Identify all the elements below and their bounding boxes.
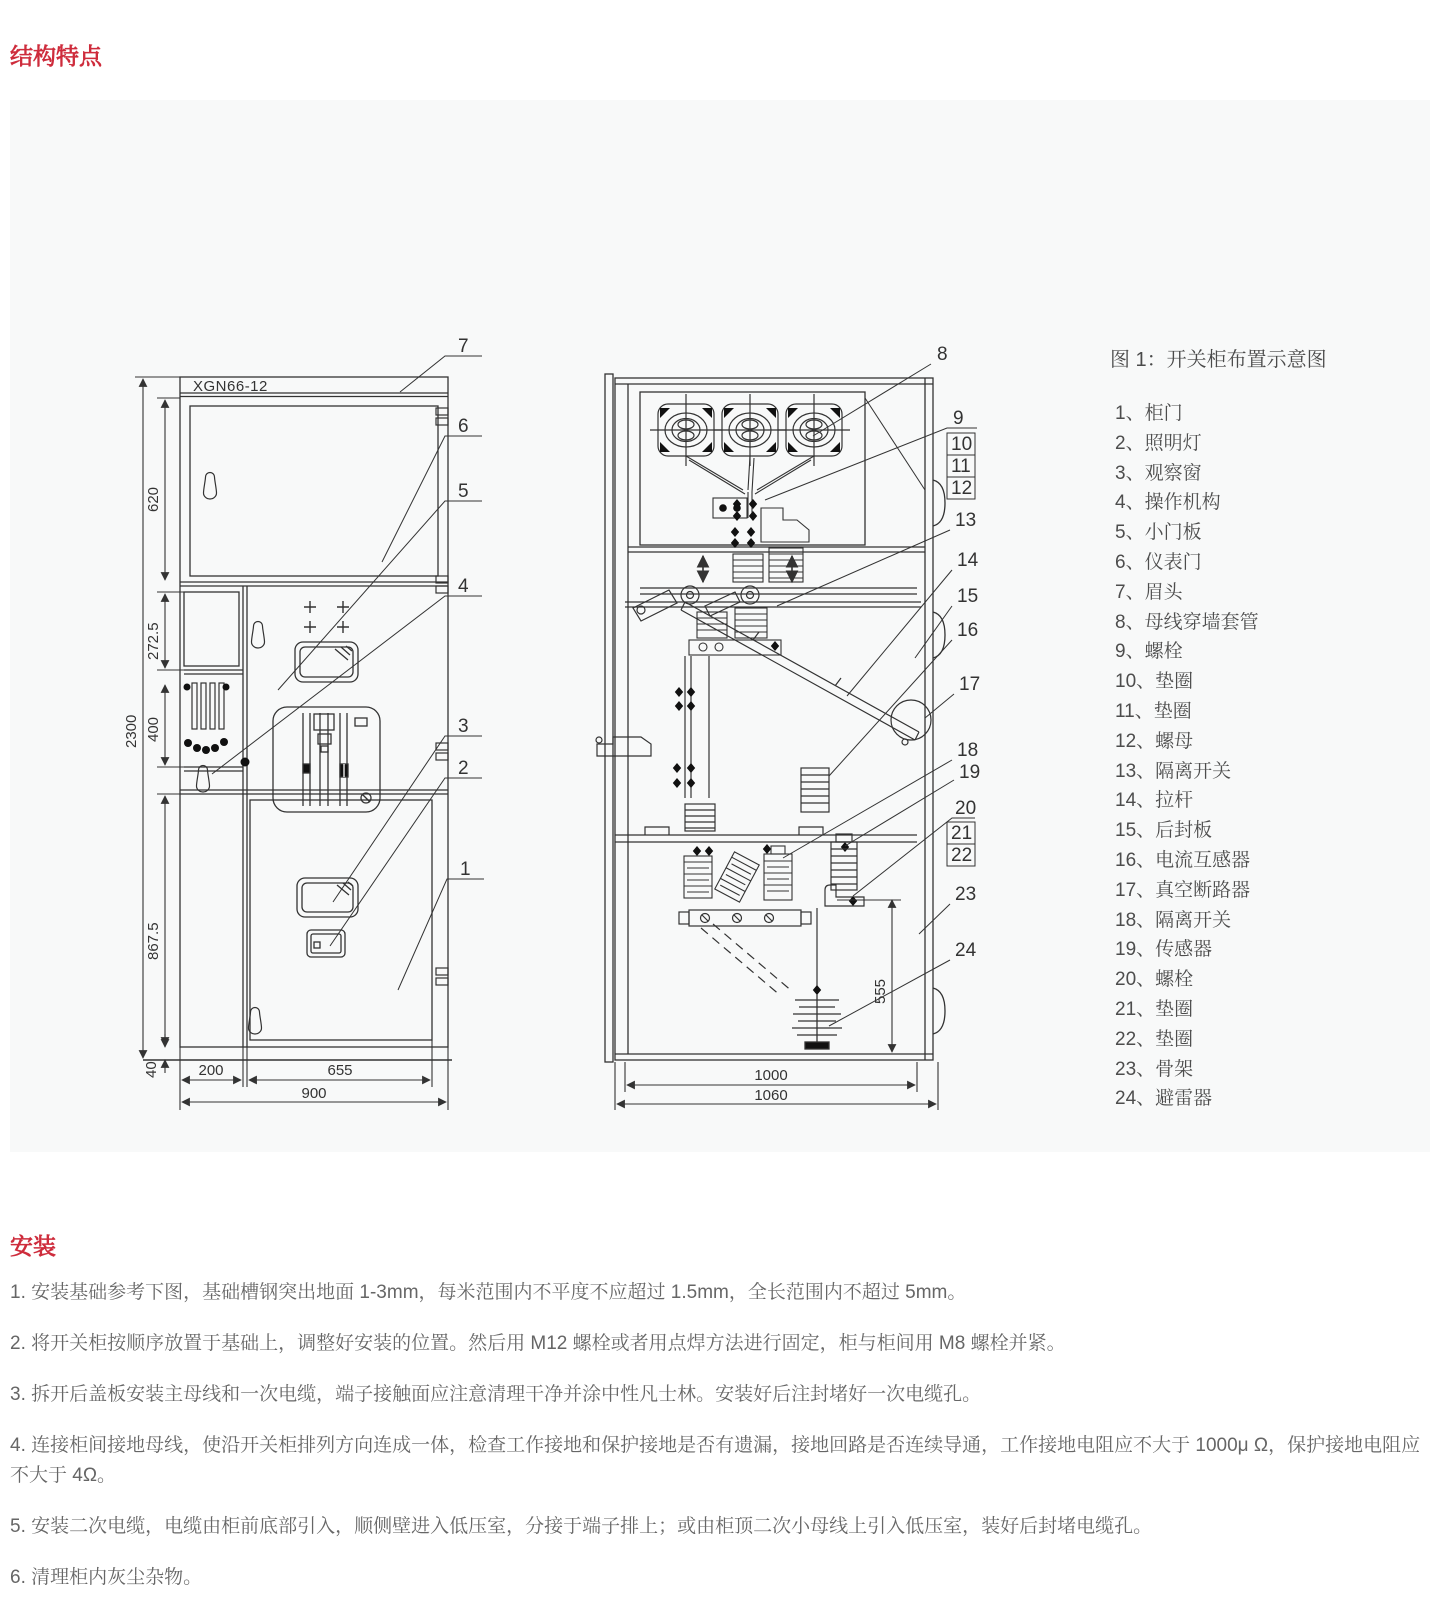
indicator-dots xyxy=(184,684,250,767)
callout-4: 4 xyxy=(458,576,469,597)
legend-item: 24、避雷器 xyxy=(1115,1088,1213,1110)
dim-655: 655 xyxy=(327,1062,353,1079)
current-transformer xyxy=(801,768,829,812)
callout-12: 12 xyxy=(951,478,973,499)
callout-17: 17 xyxy=(959,674,981,695)
install-step: 5. 安装二次电缆，电缆由柜前底部引入，顺侧壁进入低压室，分接于端子排上；或由柜顶二次小母线上引入低压室，装好后封堵电缆孔。 xyxy=(10,1516,1153,1537)
legend-item: 14、拉杆 xyxy=(1115,790,1194,812)
arrester xyxy=(792,985,842,1049)
dim-272-5: 272.5 xyxy=(145,622,162,660)
box-dots xyxy=(719,504,741,512)
dim-40: 40 xyxy=(143,1061,160,1078)
legend-item: 10、垫圈 xyxy=(1115,671,1194,693)
observation-window-lower xyxy=(297,878,358,917)
figure-legend-title: 图 1：开关柜布置示意图 xyxy=(1110,349,1327,371)
callout-22: 22 xyxy=(951,845,973,866)
figure-legend-list xyxy=(1110,399,1430,1114)
callout-24: 24 xyxy=(955,940,977,961)
left-channel xyxy=(596,656,715,831)
callout-3: 3 xyxy=(458,716,469,737)
legend-item: 21、垫圈 xyxy=(1115,998,1194,1020)
dim-555: 555 xyxy=(872,978,889,1004)
callout-6: 6 xyxy=(458,416,469,437)
side-callout-labels xyxy=(937,344,980,961)
figure-panel xyxy=(10,100,1430,1152)
callout-19: 19 xyxy=(959,762,981,783)
callout-16: 16 xyxy=(957,620,979,641)
legend-item: 19、传感器 xyxy=(1115,939,1213,961)
legend-item: 22、垫圈 xyxy=(1115,1028,1194,1050)
section-title-structure: 结构特点 xyxy=(10,43,102,69)
dim-1000: 1000 xyxy=(754,1067,788,1084)
legend-item: 4、操作机构 xyxy=(1115,492,1221,514)
legend-item: 16、电流互感器 xyxy=(1115,849,1251,871)
dim-900: 900 xyxy=(301,1085,327,1102)
dim-867-5: 867.5 xyxy=(145,922,162,960)
callout-15: 15 xyxy=(957,586,979,607)
legend-item: 8、母线穿墙套管 xyxy=(1115,611,1259,633)
legend-item: 23、骨架 xyxy=(1115,1058,1194,1080)
base-mechanism xyxy=(679,908,817,996)
legend-item: 12、螺母 xyxy=(1115,730,1194,752)
legend-item: 13、隔离开关 xyxy=(1115,760,1232,782)
model-label: XGN66-12 xyxy=(193,378,268,395)
channel-bolts xyxy=(673,687,695,788)
callout-20: 20 xyxy=(955,798,977,819)
callout-1: 1 xyxy=(460,859,471,880)
dim-620: 620 xyxy=(145,486,162,512)
vent-grille xyxy=(192,683,224,729)
wall-bushings xyxy=(650,394,850,466)
dim-1060: 1060 xyxy=(754,1087,788,1104)
legend-item: 3、观察窗 xyxy=(1115,462,1202,484)
install-step: 1. 安装基础参考下图，基础槽钢突出地面 1-3mm，每米范围内不平度不应超过 1.5mm，全长范围内不超过 5mm。 xyxy=(10,1282,967,1303)
legend-item: 11、垫圈 xyxy=(1115,700,1192,722)
legend-item: 9、螺栓 xyxy=(1115,641,1183,663)
side-callout-leaders xyxy=(765,364,977,1026)
legend-item: 5、小门板 xyxy=(1115,522,1202,544)
dim-200: 200 xyxy=(198,1062,224,1079)
callout-2: 2 xyxy=(458,758,469,779)
busbar-connections xyxy=(686,456,814,582)
legend-item: 7、眉头 xyxy=(1115,581,1183,603)
legend-item: 20、螺栓 xyxy=(1115,969,1194,991)
legend-item: 1、柜门 xyxy=(1115,403,1183,424)
callout-23: 23 xyxy=(955,884,977,905)
section-title-install: 安装 xyxy=(10,1233,56,1259)
legend-item: 2、照明灯 xyxy=(1115,432,1202,454)
legend-item: 6、仪表门 xyxy=(1115,551,1202,573)
dim-400: 400 xyxy=(145,716,162,742)
callout-21: 21 xyxy=(951,823,973,844)
install-steps xyxy=(10,1278,1430,1614)
front-view-drawing xyxy=(100,330,490,1115)
callout-14: 14 xyxy=(957,550,979,571)
lighting-window xyxy=(307,930,345,957)
observation-window-upper xyxy=(295,642,358,682)
install-step: 6. 清理柜内灰尘杂物。 xyxy=(10,1567,203,1588)
figure-legend xyxy=(1110,343,1430,1114)
operating-mechanism-panel xyxy=(273,707,380,812)
install-step: 4. 连接柜间接地母线，使沿开关柜排列方向连成一体，检查工作接地和保护接地是否有遗漏，接地回路是否连续导通，工作接地电阻应不大于 1000μ Ω，保护接地电阻应不大于 4Ω。 xyxy=(10,1435,1421,1486)
install-step: 3. 拆开后盖板安装主母线和一次电缆，端子接触面应注意清理干净并涂中性凡士林。安装好后注封堵好一次电缆孔。 xyxy=(10,1384,982,1405)
legend-item: 17、真空断路器 xyxy=(1115,879,1251,901)
front-dimension-lines xyxy=(135,377,452,1110)
side-view-drawing xyxy=(585,340,1075,1130)
legend-item: 15、后封板 xyxy=(1115,820,1213,842)
callout-18: 18 xyxy=(957,740,979,761)
bolt-diamond xyxy=(771,641,779,651)
dim-2300: 2300 xyxy=(123,714,140,748)
legend-item: 18、隔离开关 xyxy=(1115,909,1232,931)
callout-8: 8 xyxy=(937,344,948,365)
callout-10: 10 xyxy=(951,434,973,455)
callout-9: 9 xyxy=(953,408,964,429)
front-callout-labels xyxy=(458,336,471,880)
callout-5: 5 xyxy=(458,481,469,502)
callout-11: 11 xyxy=(951,456,971,477)
install-step: 2. 将开关柜按顺序放置于基础上，调整好安装的位置。然后用 M12 螺栓或者用点焊方法进行固定，柜与柜间用 M8 螺栓并紧。 xyxy=(10,1333,1066,1354)
lower-isolator xyxy=(684,846,792,902)
callout-13: 13 xyxy=(955,510,977,531)
callout-7: 7 xyxy=(458,336,469,357)
